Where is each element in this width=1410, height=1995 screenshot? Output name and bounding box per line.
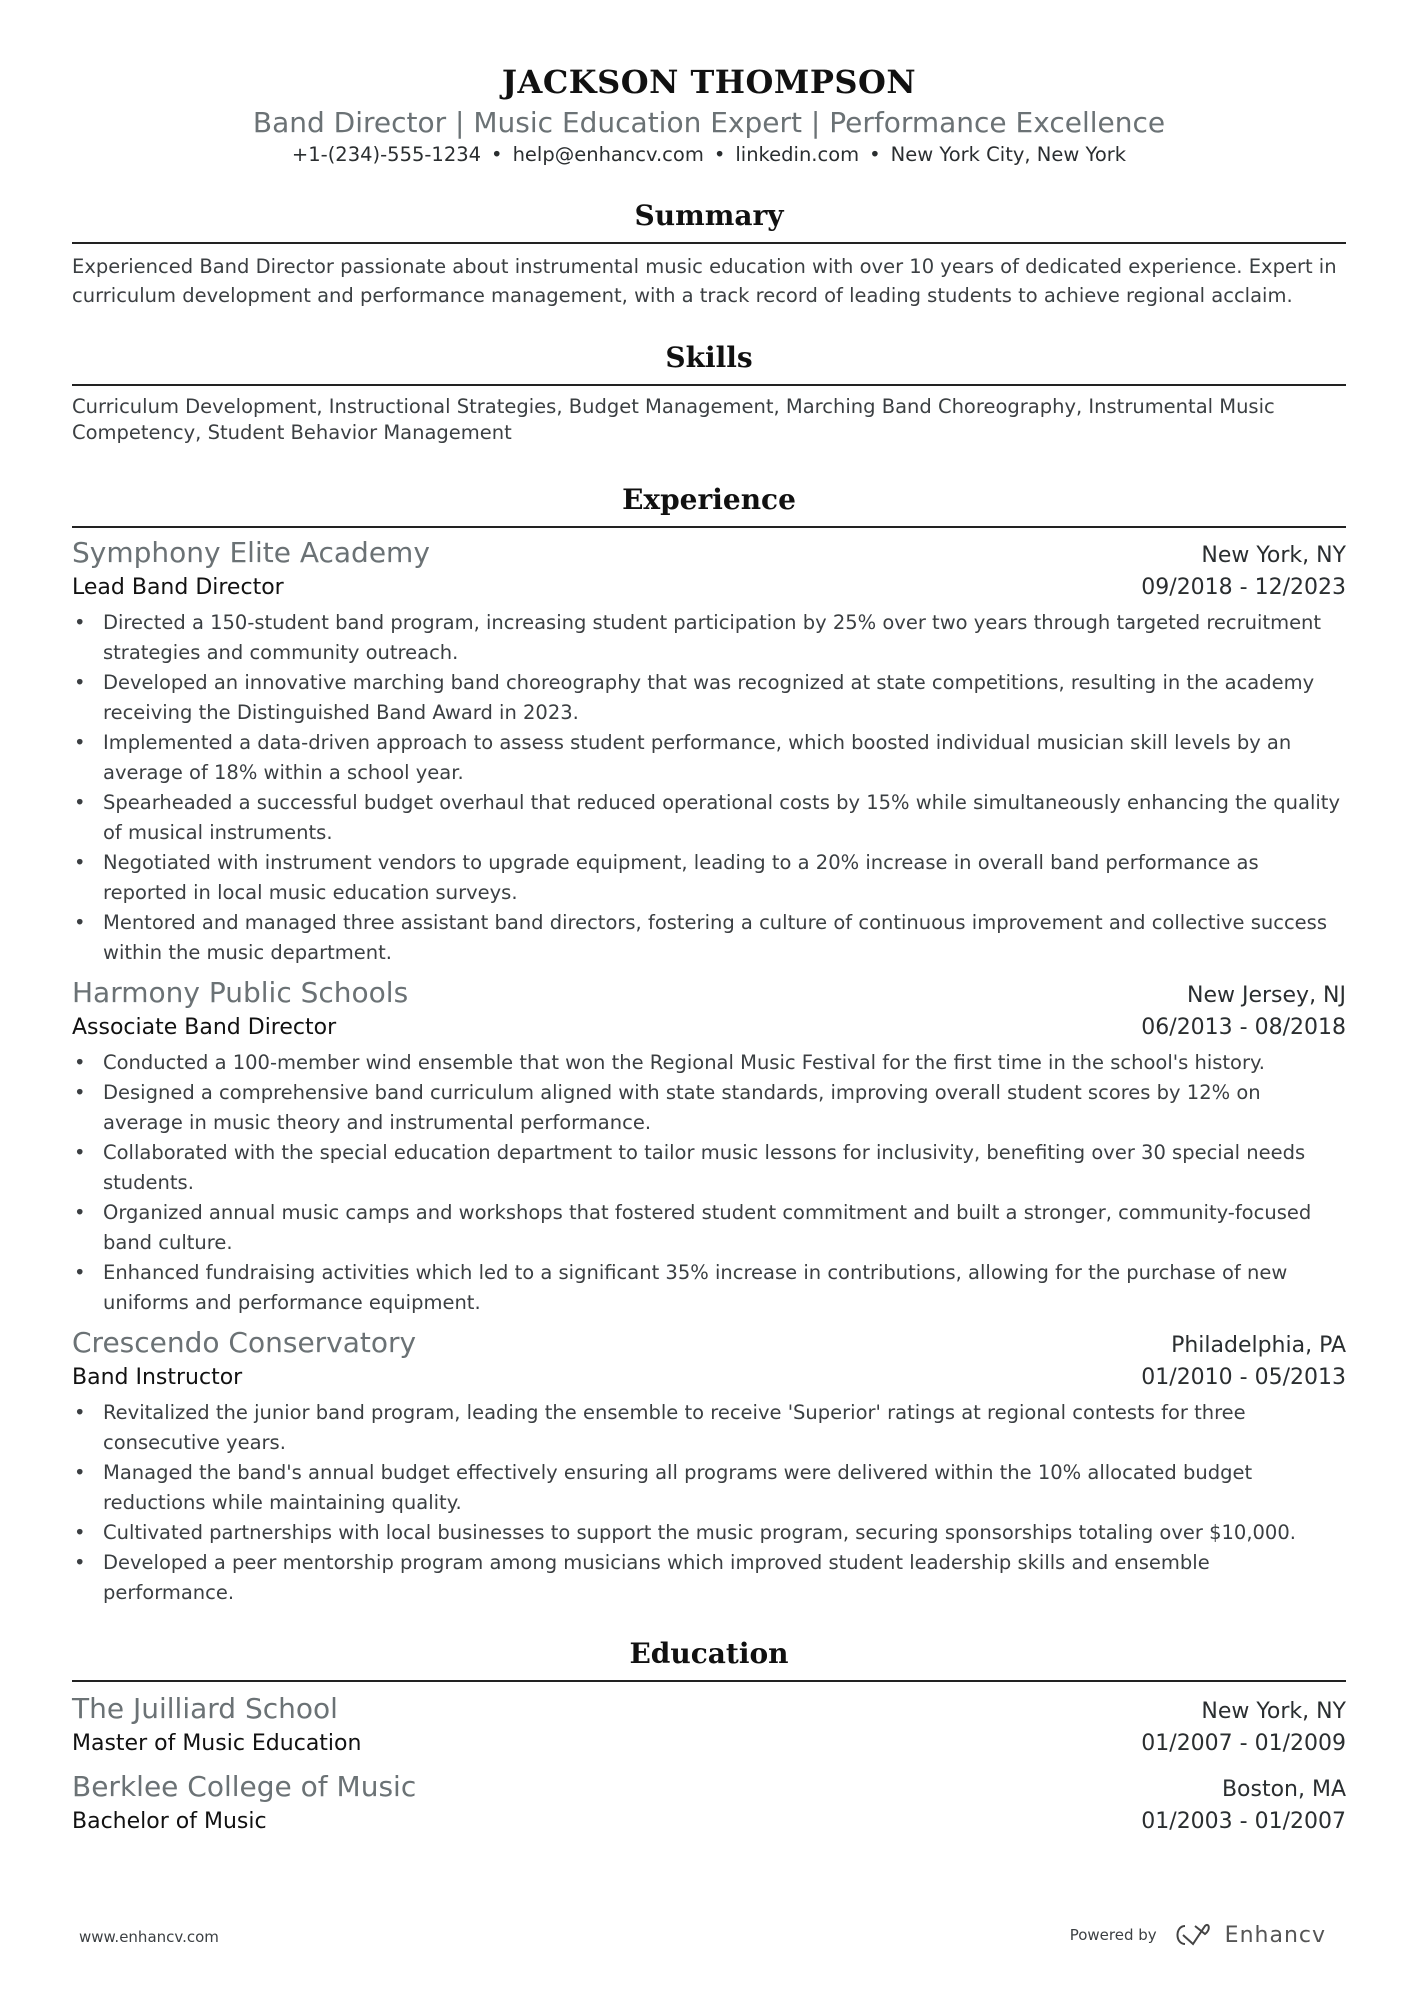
summary-text: Experienced Band Director passionate about instrumental music education with over 10 years of dedicated experience. Expert in curriculum development and performance management, with a track record of leading students to achieve regional acclaim. [72,255,1337,307]
enhancv-logo-icon [1171,1922,1211,1948]
company-name: Harmony Public Schools [72,976,409,1009]
bullet-item: • Organized annual music camps and workshops that fostered student commitment and built a stronger, community-focused band culture. [72,1198,1346,1258]
experience-list [72,534,1346,1608]
powered-by: Powered by [1069,1926,1157,1944]
job-location: New York, NY [1201,543,1346,568]
experience-heading: Experience [72,482,1346,528]
skills-heading: Skills [72,340,1346,386]
bullet-item: • Conducted a 100-member wind ensemble that won the Regional Music Festival for the first time in the school's history. [72,1048,1346,1078]
bullet-item: • Spearheaded a successful budget overhaul that reduced operational costs by 15% while simultaneously enhancing the quality of musical instruments. [72,788,1346,848]
job-entry [72,1324,1346,1608]
school-name: Berklee College of Music [72,1770,417,1803]
job-title: Band Instructor [72,1365,243,1390]
degree: Bachelor of Music [72,1809,267,1834]
job-entry [72,534,1346,968]
school-location: Boston, MA [1221,1777,1346,1802]
skills-text: Curriculum Development, Instructional Strategies, Budget Management, Marching Band Choreography, Instrumental Music Competency, Student Behavior Management [72,395,1275,444]
degree: Master of Music Education [72,1731,362,1756]
brand-name: Enhancv [1224,1922,1326,1948]
job-title: Lead Band Director [72,575,284,600]
job-header [72,534,1346,572]
company-name: Symphony Elite Academy [72,536,430,569]
job-title: Associate Band Director [72,1015,337,1040]
phone: +1-(234)-555-1234 [291,143,482,166]
job-bullets [72,1398,1346,1608]
bullet-item: • Implemented a data-driven approach to assess student performance, which boosted individual musician skill levels by an average of 18% within a school year. [72,728,1346,788]
bullet-item: • Developed an innovative marching band choreography that was recognized at state competitions, resulting in the academy receiving the Distinguished Band Award in 2023. [72,668,1346,728]
bullet-item: • Developed a peer mentorship program among musicians which improved student leadership skills and ensemble performance. [72,1548,1346,1608]
bullet-item: • Collaborated with the special education department to tailor music lessons for inclusivity, benefiting over 30 special needs students. [72,1138,1346,1198]
job-location: New Jersey, NJ [1187,983,1346,1008]
job-bullets [72,608,1346,968]
email[interactable]: help@enhancv.com [512,143,704,166]
job-header [72,1324,1346,1362]
summary-heading: Summary [72,198,1346,244]
job-subheader [72,1012,1346,1044]
school-location: New York, NY [1201,1699,1346,1724]
resume [72,62,1346,1838]
contact-line: +1-(234)-555-1234 • help@enhancv.com • linkedin.com • New York City, New York [291,143,1127,166]
footer-url[interactable]: www.enhancv.com [79,1928,219,1946]
job-header [72,974,1346,1012]
job-subheader [72,572,1346,604]
job-bullets [72,1048,1346,1318]
bullet-item: • Designed a comprehensive band curriculum aligned with state standards, improving overall student scores by 12% on average in music theory and instrumental performance. [72,1078,1346,1138]
job-dates: 01/2010 - 05/2013 [1141,1365,1346,1390]
education-heading: Education [72,1636,1346,1682]
bullet-item: • Mentored and managed three assistant band directors, fostering a culture of continuous improvement and collective success within the music department. [72,908,1346,968]
bullet-item: • Negotiated with instrument vendors to upgrade equipment, leading to a 20% increase in overall band performance as reported in local music education surveys. [72,848,1346,908]
education-entry [72,1768,1346,1838]
job-subheader [72,1362,1346,1394]
linkedin[interactable]: linkedin.com [735,143,860,166]
candidate-name: JACKSON THOMPSON [501,63,917,101]
headline: Band Director | Music Education Expert | Performance Excellence [252,106,1166,139]
bullet-item: • Enhanced fundraising activities which led to a significant 35% increase in contributions, allowing for the purchase of new uniforms and performance equipment. [72,1258,1346,1318]
education-dates: 01/2007 - 01/2009 [1141,1731,1346,1756]
education-entry [72,1690,1346,1760]
job-location: Philadelphia, PA [1171,1333,1346,1358]
footer-branding [1070,1922,1326,1948]
education-dates: 01/2003 - 01/2007 [1141,1809,1346,1834]
bullet-item: • Directed a 150-student band program, increasing student participation by 25% over two years through targeted recruitment strategies and community outreach. [72,608,1346,668]
bullet-item: • Revitalized the junior band program, leading the ensemble to receive 'Superior' ratings at regional contests for three consecutive years. [72,1398,1346,1458]
job-dates: 06/2013 - 08/2018 [1141,1015,1346,1040]
education-list [72,1690,1346,1838]
company-name: Crescendo Conservatory [72,1326,417,1359]
job-entry [72,974,1346,1318]
location: New York City, New York [890,143,1127,166]
job-dates: 09/2018 - 12/2023 [1141,575,1346,600]
bullet-item: • Managed the band's annual budget effectively ensuring all programs were delivered within the 10% allocated budget reductions while maintaining quality. [72,1458,1346,1518]
school-name: The Juilliard School [72,1692,338,1725]
bullet-item: • Cultivated partnerships with local businesses to support the music program, securing sponsorships totaling over $10,000. [72,1518,1346,1548]
